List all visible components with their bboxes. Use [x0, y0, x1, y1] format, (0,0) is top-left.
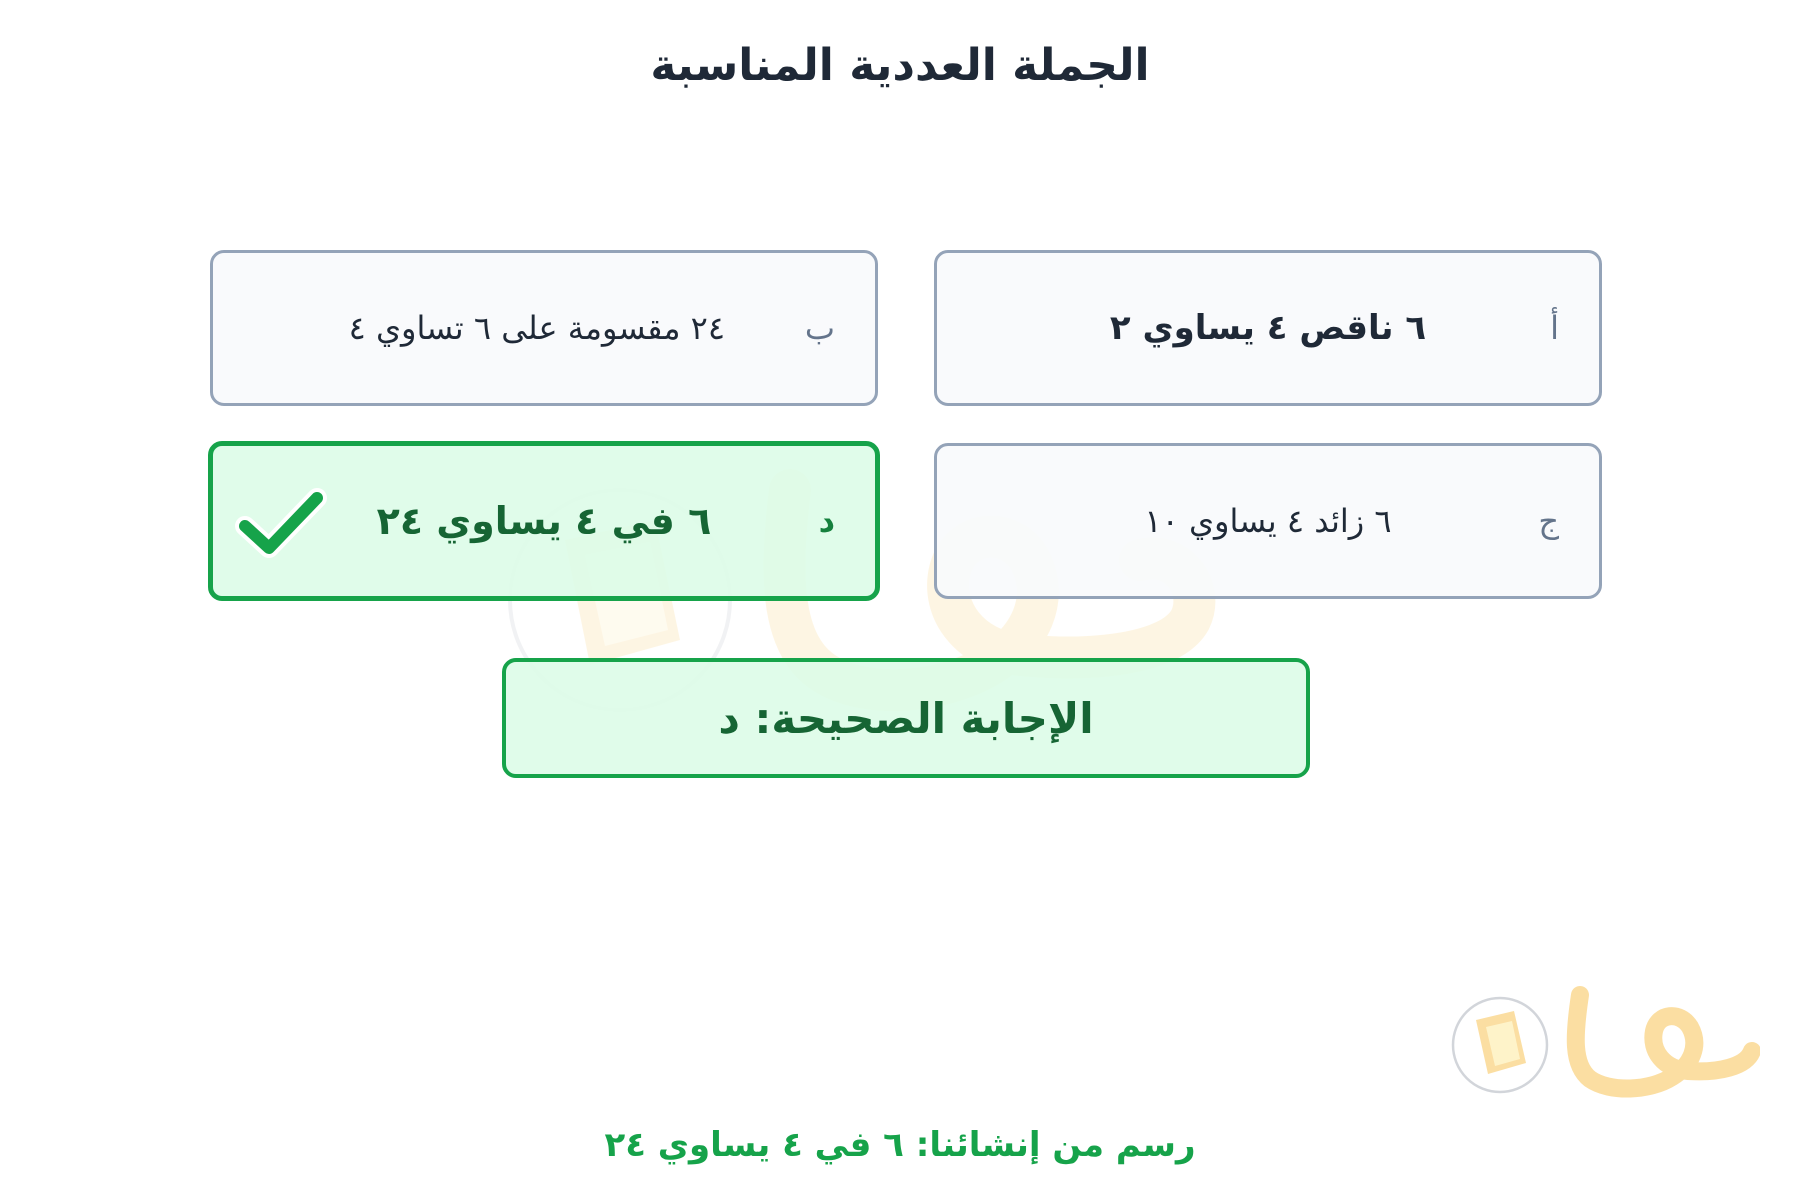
option-letter: أ — [1550, 309, 1559, 347]
option-text: ٦ في ٤ يساوي ٢٤ — [376, 499, 712, 543]
footer-caption: رسم من إنشائنا: ٦ في ٤ يساوي ٢٤ — [604, 1125, 1196, 1165]
option-a[interactable] — [934, 250, 1602, 406]
option-text: ٢٤ مقسومة على ٦ تساوي ٤ — [348, 309, 725, 347]
option-letter: ب — [804, 309, 835, 347]
option-letter: ج — [1538, 502, 1559, 540]
watermark-logo-corner — [1450, 975, 1760, 1110]
option-b[interactable] — [210, 250, 878, 406]
option-c[interactable] — [934, 443, 1602, 599]
correct-answer-box: الإجابة الصحيحة: د — [502, 658, 1310, 778]
page-title: الجملة العددية المناسبة — [650, 40, 1150, 91]
option-letter: د — [818, 502, 835, 540]
option-d-correct[interactable] — [208, 441, 880, 601]
option-text: ٦ ناقص ٤ يساوي ٢ — [1109, 308, 1427, 348]
option-text: ٦ زائد ٤ يساوي ١٠ — [1144, 502, 1392, 540]
check-icon — [235, 488, 327, 560]
